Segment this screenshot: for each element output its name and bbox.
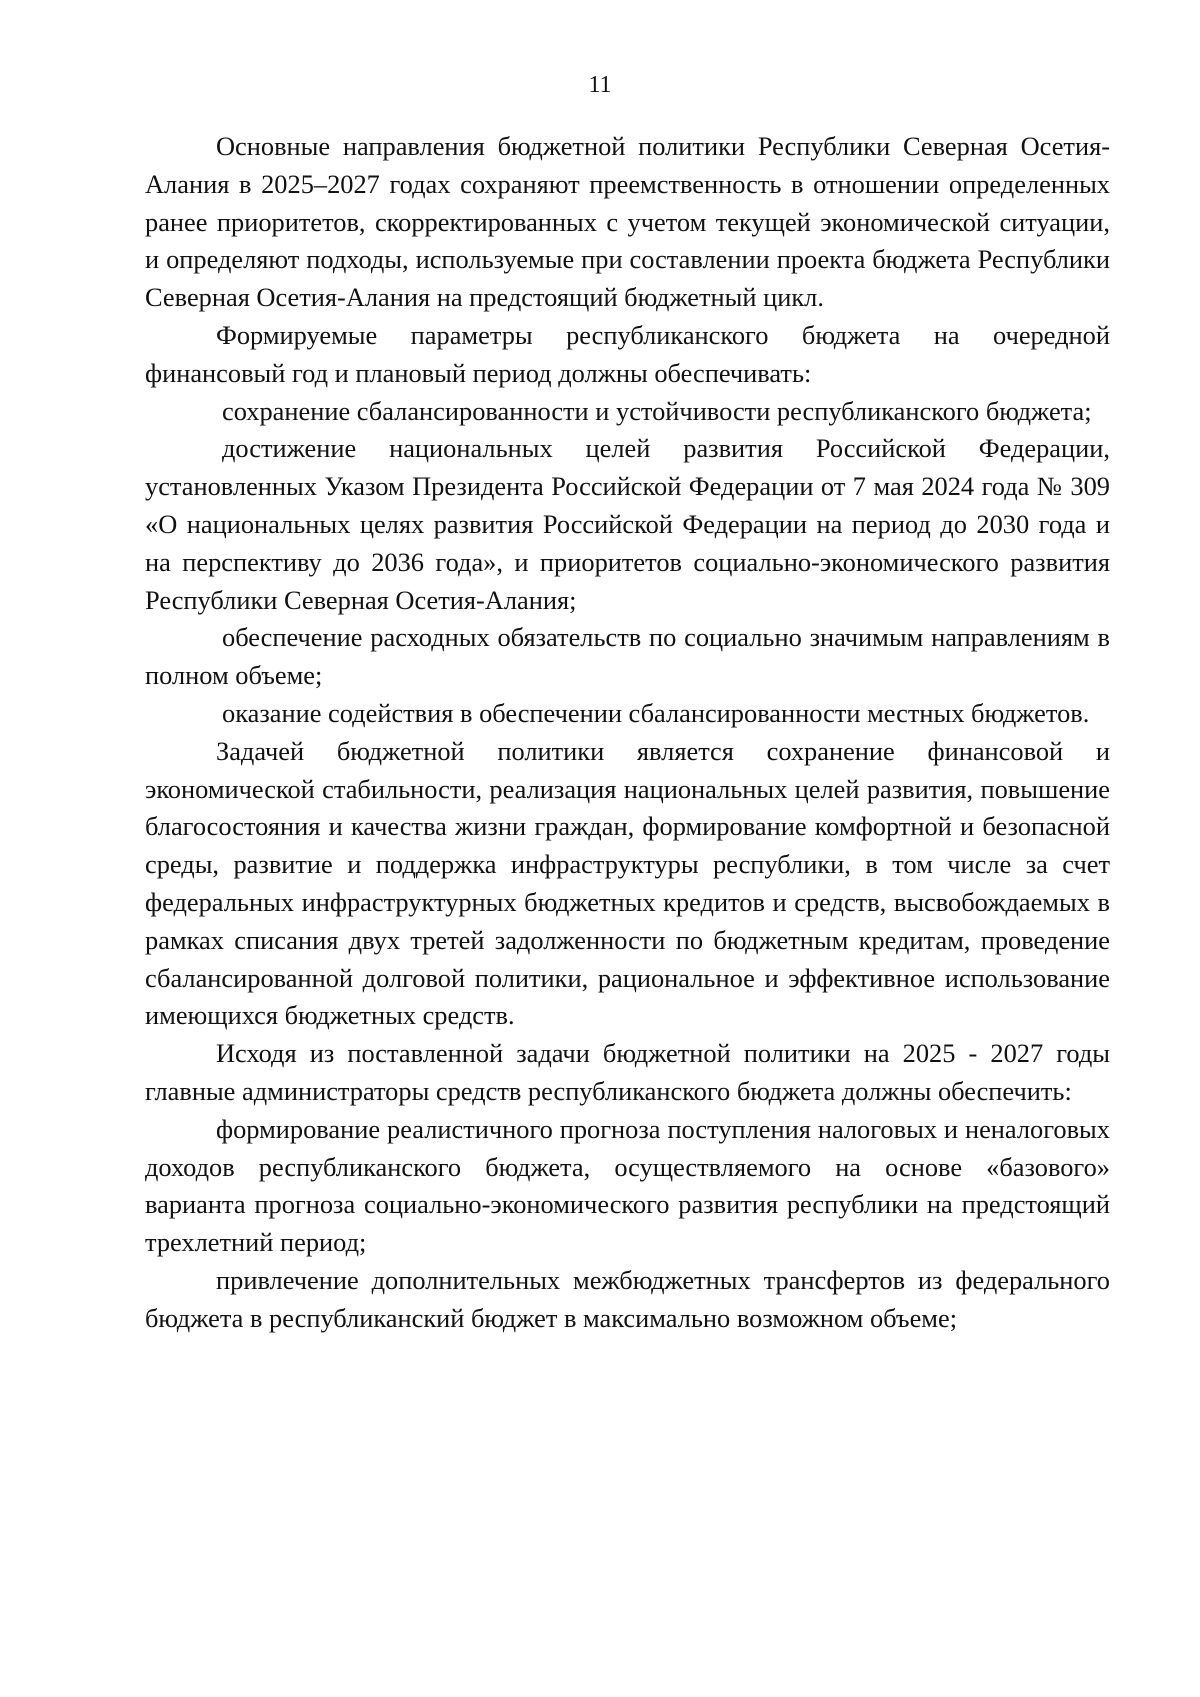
document-body xyxy=(145,128,1110,1338)
list-item-transfers: привлечение дополнительных межбюджетных трансфертов из федерального бюджета в республиканский бюджет в максимально возможном объеме; xyxy=(145,1264,1110,1333)
paragraph-budget-policy-directions: Основные направления бюджетной политики Республики Северная Осетия-Алания в 2025–2027 годах сохраняют преемственность в отношении определенных ранее приоритетов, скорректированных с учетом текущей экономической ситуации, и определяют подходы, используемые при составлении проекта бюджета Республики Северная Осетия-Алания на предстоящий бюджетный цикл. xyxy=(145,131,1110,313)
list-item-national-goals: достижение национальных целей развития Российской Федерации, установленных Указом Президента Российской Федерации от 7 мая 2024 года № 309 «О национальных целях развития Российской Федерации на период до 2030 года и на перспективу до 2036 года», и приоритетов социально-экономического развития Республики Северная Осетия-Алания; xyxy=(145,433,1110,615)
paragraph-budget-policy-task: Задачей бюджетной политики является сохранение финансовой и экономической стабильности, реализация национальных целей развития, повышение благосостояния и качества жизни граждан, формирование комфортной и безопасной среды, развитие и поддержка инфраструктуры республики, в том числе за счет федеральных инфраструктурных бюджетных кредитов и средств, высвобождаемых в рамках списания двух третей задолженности по бюджетным кредитам, проведение сбалансированной долговой политики, рациональное и эффективное использование имеющихся бюджетных средств. xyxy=(145,735,1110,1031)
list-item-expenditure-obligations: обеспечение расходных обязательств по социально значимым направлениям в полном объеме; xyxy=(145,622,1110,691)
list-item-balance: сохранение сбалансированности и устойчивости республиканского бюджета; xyxy=(222,395,1092,426)
paragraph-administrators-duties: Исходя из поставленной задачи бюджетной политики на 2025 - 2027 годы главные администраторы средств республиканского бюджета должны обеспечить: xyxy=(145,1038,1110,1106)
page-number: 11 xyxy=(588,72,612,98)
list-item-local-budgets: оказание содействия в обеспечении сбалансированности местных бюджетов. xyxy=(222,697,1090,728)
list-item-revenue-forecast: формирование реалистичного прогноза поступления налоговых и неналоговых доходов республиканского бюджета, осуществляемого на основе «базового» варианта прогноза социально-экономического развития республики на предстоящий трехлетний период; xyxy=(145,1113,1110,1258)
paragraph-budget-parameters: Формируемые параметры республиканского бюджета на очередной финансовый год и плановый период должны обеспечивать: xyxy=(145,319,1110,388)
